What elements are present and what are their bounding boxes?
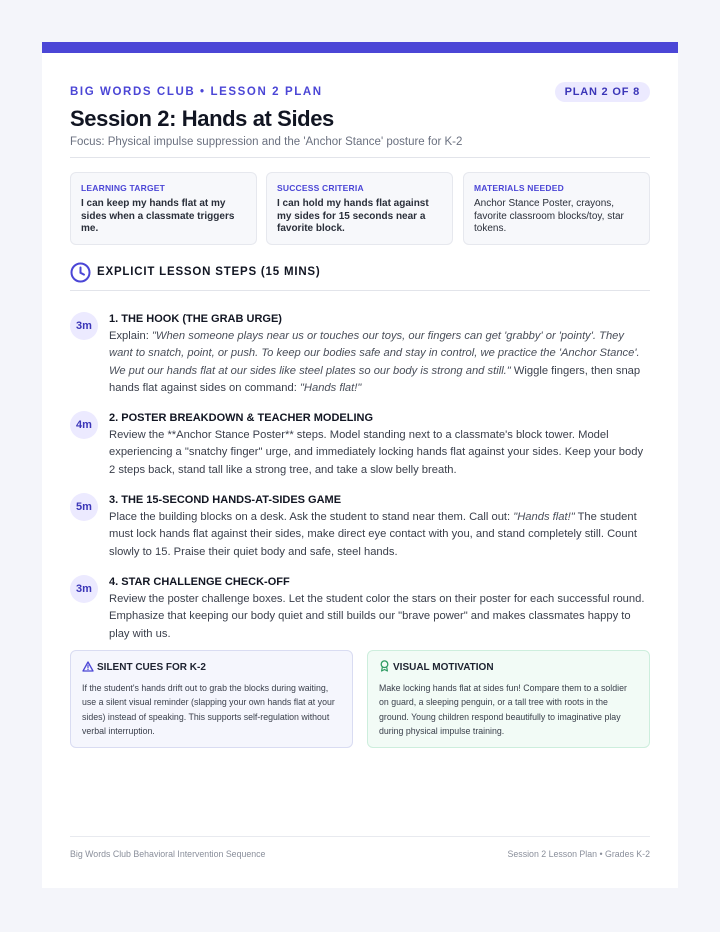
step-text: Place the building blocks on a desk. Ask the student to stand near them. Call out: — [109, 511, 514, 523]
step-description: Review the poster challenge boxes. Let the student color the stars on their poster for each successful round. Emphasize that keeping our body quiet and still builds our "brave power" and makes classmates happy to play with us. — [109, 593, 645, 640]
eyebrow-label: BIG WORDS CLUB • LESSON 2 PLAN — [70, 86, 323, 98]
steps-divider — [70, 290, 650, 291]
step-body — [109, 312, 650, 397]
page-title: Session 2: Hands at Sides — [70, 106, 334, 131]
step-quote: "When someone plays near us or touches our toys, our fingers can get 'grabby' or 'pointy'. They want to snatch, point, or push. To keep our bodies safe and stay in control, we practice the 'Anchor Stance'. We put our hands flat at our sides like steel plates so our body is strong and still." — [109, 330, 640, 377]
card-text: I can hold my hands flat against my sides for 15 seconds near a favorite block. — [277, 198, 429, 234]
step-body — [109, 493, 650, 561]
award-icon — [379, 660, 390, 672]
summary-cards — [70, 172, 650, 245]
visual-motivation-callout — [367, 650, 650, 748]
card-text: Anchor Stance Poster, crayons, favorite classroom blocks/toy, star tokens. — [474, 198, 624, 234]
step-title: 1. THE HOOK (THE GRAB URGE) — [109, 313, 282, 325]
step-title: 3. THE 15-SECOND HANDS-AT-SIDES GAME — [109, 494, 342, 506]
callout-text: Make locking hands flat at sides fun! Compare them to a soldier on guard, a sleeping penguin, or a tall tree with roots in the ground. Young children respond beautifully to imaginative play during physical impulse training. — [379, 683, 627, 736]
callout-title-text: SILENT CUES FOR K-2 — [97, 662, 206, 673]
silent-cues-callout — [70, 650, 353, 748]
step-description: Review the **Anchor Stance Poster** steps. Model standing next to a classmate's block tower. Model experiencing a "snatchy finger" urge, and immediately locking hands flat against your sides. Keep your body 2 steps back, stand tall like a strong tree, and take a slow belly breath. — [109, 429, 644, 476]
step-minutes-badge: 3m — [70, 575, 98, 603]
step-text: The student must lock hands flat against their sides, make direct eye contact with you, and stand completely still. Count slowly to 15. Praise their quiet body and safe, steel hands. — [109, 511, 637, 558]
lesson-plan-page — [42, 42, 678, 888]
card-label: MATERIALS NEEDED — [474, 183, 564, 193]
step-body — [109, 411, 650, 479]
step-minutes-badge: 4m — [70, 411, 98, 439]
step-body — [109, 575, 650, 643]
step-text: Explain: — [109, 330, 152, 342]
footer-divider — [70, 836, 650, 837]
steps-heading-text: EXPLICIT LESSON STEPS (15 MINS) — [97, 266, 321, 278]
clock-icon — [70, 262, 91, 283]
card-label: SUCCESS CRITERIA — [277, 183, 364, 193]
step-description — [109, 509, 650, 561]
warning-icon — [82, 661, 94, 672]
card-label: LEARNING TARGET — [81, 183, 166, 193]
steps-heading — [70, 262, 650, 284]
header-divider — [70, 157, 650, 158]
step-minutes-badge: 5m — [70, 493, 98, 521]
accent-bar — [42, 42, 678, 53]
materials-card — [463, 172, 650, 245]
callout-title — [82, 661, 341, 675]
step-description — [109, 328, 650, 397]
callout-text: If the student's hands drift out to grab the blocks during waiting, use a silent visual reminder (slapping your own hands flat at your sides) instead of speaking. This supports self-regulation without verbal interruption. — [82, 683, 335, 736]
plan-badge: PLAN 2 OF 8 — [555, 82, 650, 102]
step-quote: "Hands flat!" — [299, 381, 362, 394]
learning-target-card — [70, 172, 257, 245]
callout-title-text: VISUAL MOTIVATION — [393, 662, 494, 673]
focus-subtitle: Focus: Physical impulse suppression and the 'Anchor Stance' posture for K-2 — [70, 136, 463, 148]
footer-right-text: Session 2 Lesson Plan • Grades K-2 — [507, 849, 650, 859]
step-minutes-badge: 3m — [70, 312, 98, 340]
callout-title — [379, 661, 638, 675]
step-title: 4. STAR CHALLENGE CHECK-OFF — [109, 576, 290, 588]
card-text: I can keep my hands flat at my sides when a classmate triggers me. — [81, 198, 235, 234]
footer-left-text: Big Words Club Behavioral Intervention Sequence — [70, 849, 266, 859]
success-criteria-card — [266, 172, 453, 245]
step-quote: "Hands flat!" — [513, 511, 575, 523]
step-title: 2. POSTER BREAKDOWN & TEACHER MODELING — [109, 412, 374, 424]
step-text: Wiggle fingers, then snap hands flat against sides on command: — [109, 364, 641, 394]
